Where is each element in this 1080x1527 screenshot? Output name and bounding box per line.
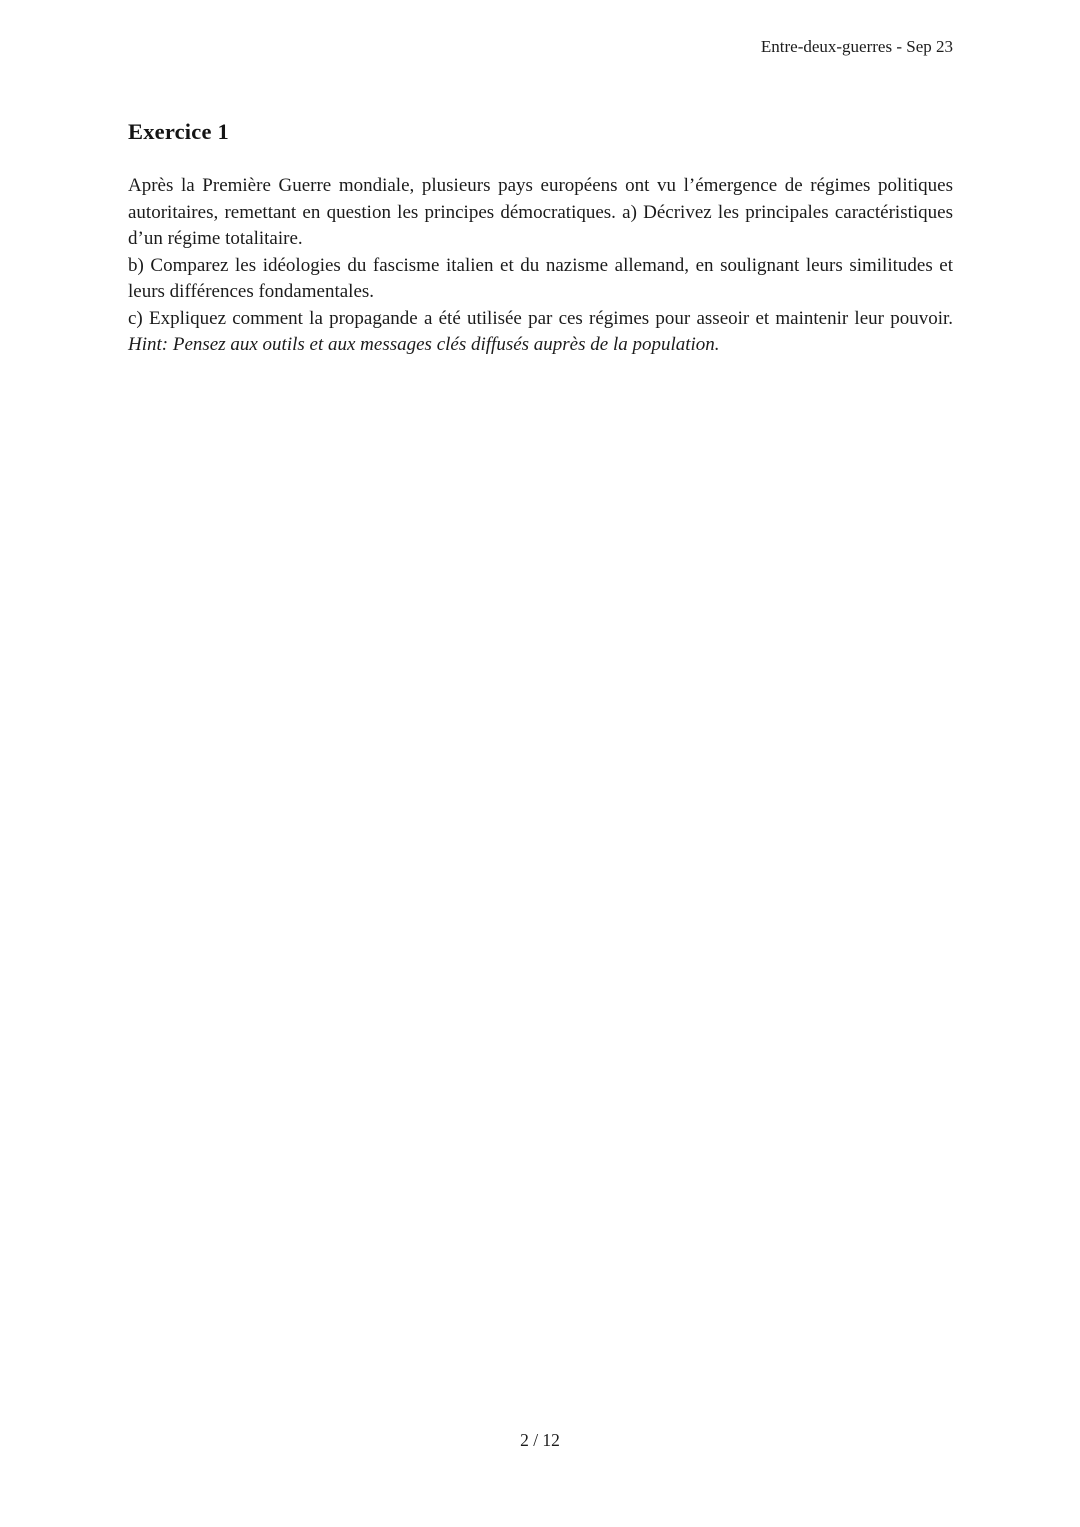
- running-header-title: Entre-deux-guerres - Sep 23: [760, 37, 953, 56]
- exercise-body: [128, 173, 953, 359]
- paragraph-c-hint-text: Hint: Pensez aux outils et aux messages clés diffusés auprès de la population.: [128, 334, 720, 355]
- page-number: 2 / 12: [520, 1430, 560, 1450]
- exercise-title: Exercice 1: [128, 119, 229, 144]
- page-content: [128, 118, 953, 359]
- exercise-paragraph-c: [128, 306, 953, 359]
- exercise-paragraph-a: Après la Première Guerre mondiale, plusieurs pays européens ont vu l’émergence de régimes politiques autoritaires, remettant en question les principes démocratiques. a) Décrivez les principales caractéristiques d’un régime totalitaire.: [128, 175, 953, 249]
- paragraph-c-text: c) Expliquez comment la propagande a été utilisée par ces régimes pour asseoir et maintenir leur pouvoir.: [128, 307, 953, 329]
- exercise-paragraph-b: b) Comparez les idéologies du fascisme italien et du nazisme allemand, en soulignant leurs similitudes et leurs différences fondamentales.: [128, 254, 953, 302]
